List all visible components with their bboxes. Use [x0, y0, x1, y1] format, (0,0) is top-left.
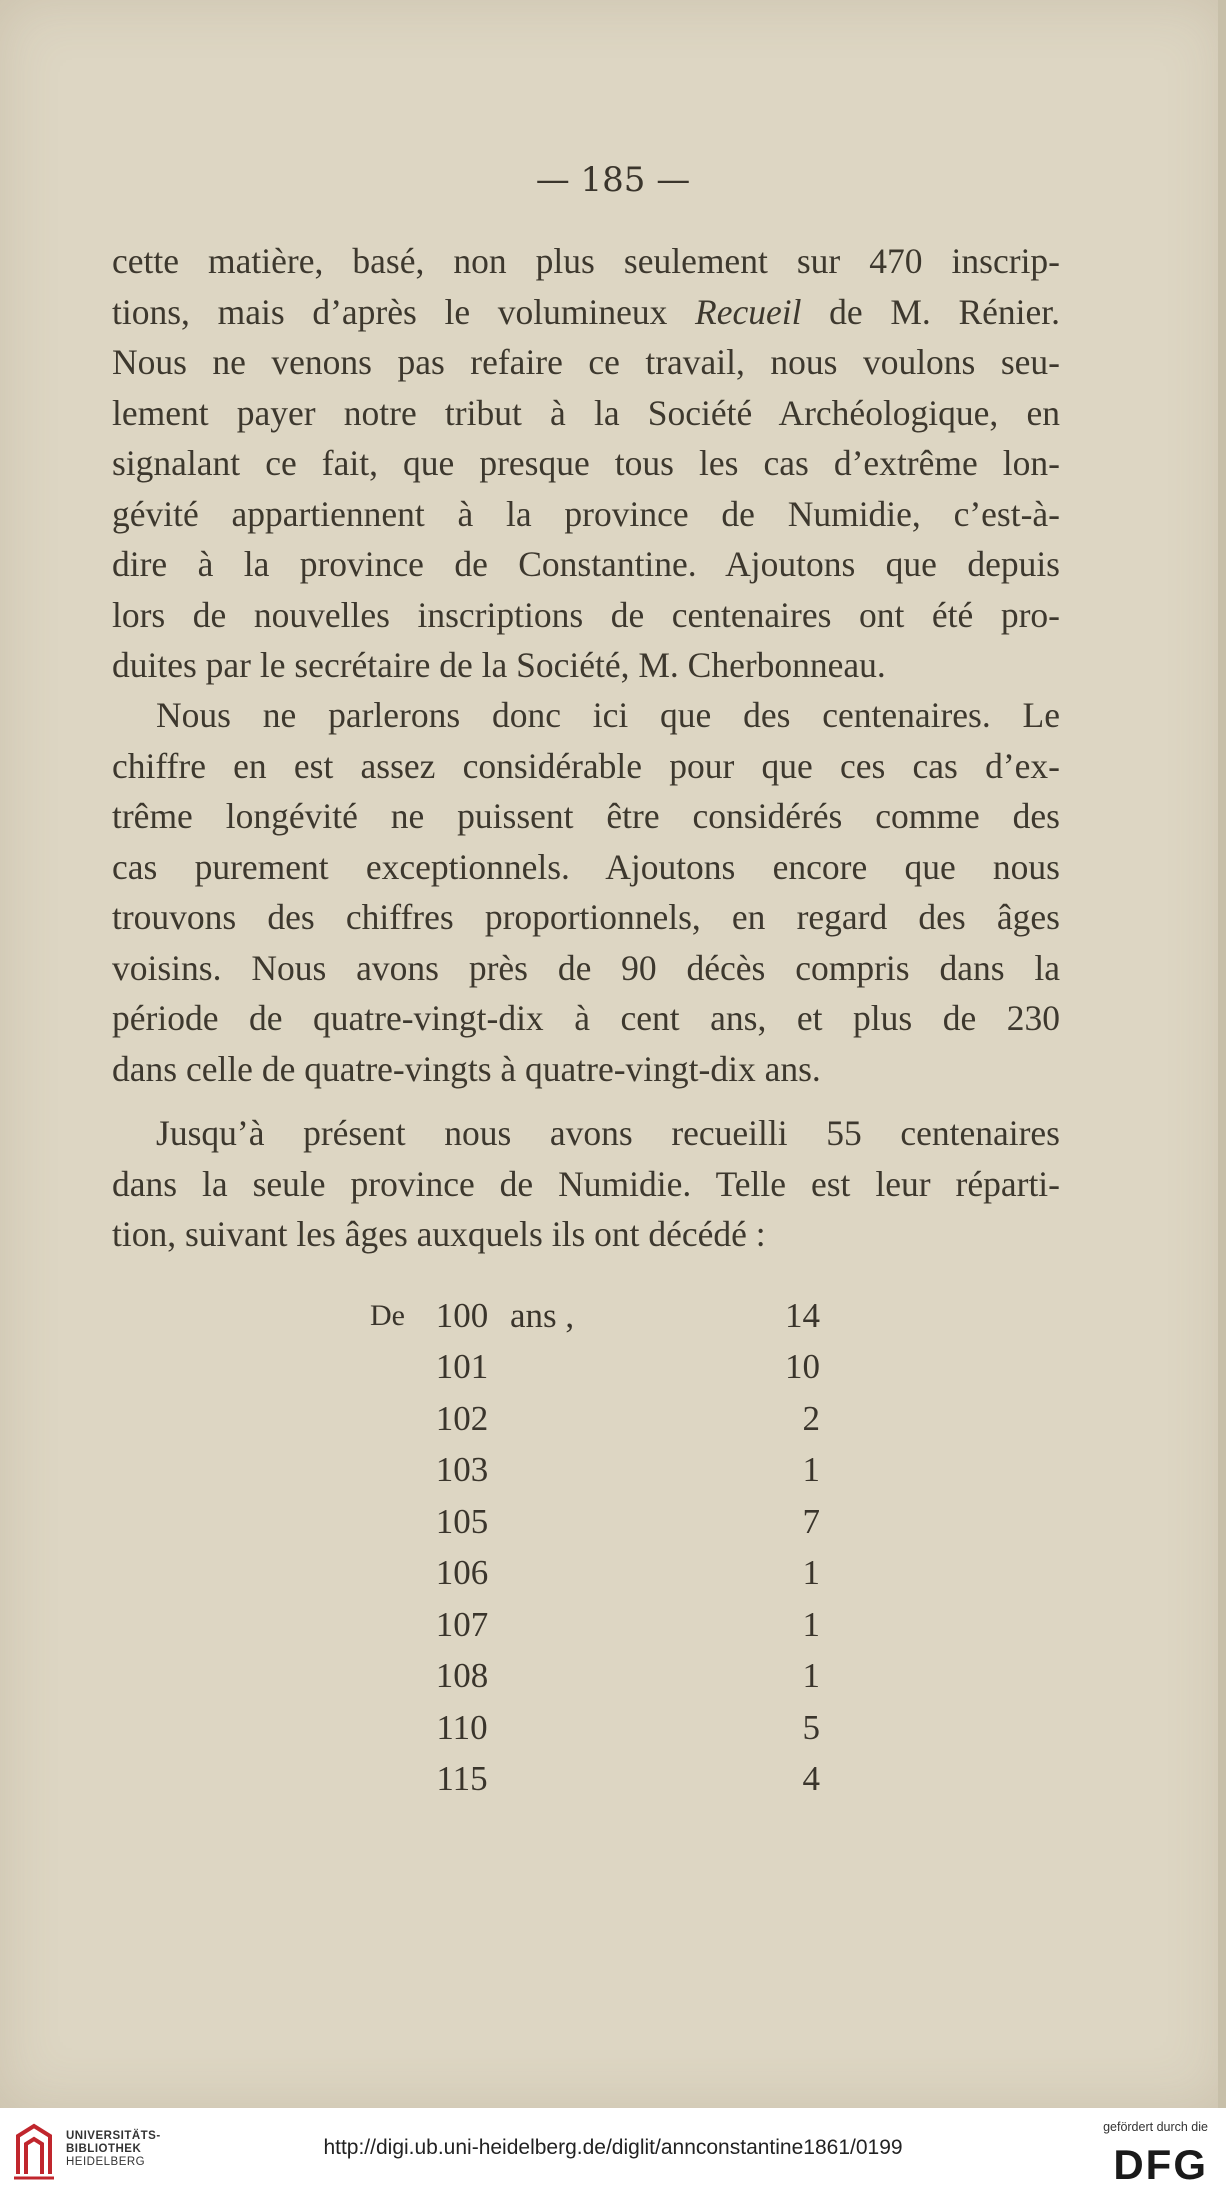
text-line: signalant ce fait, que presque tous les cas d’extrême lon- — [112, 443, 1060, 483]
age-count: 2 — [802, 1398, 820, 1438]
age-unit: ans , — [510, 1295, 575, 1335]
text-line: dans la seule province de Numidie. Telle est leur réparti- — [112, 1163, 1060, 1204]
table-row — [370, 1754, 820, 1806]
text-line: cas purement exceptionnels. Ajoutons encore que nous — [112, 846, 1060, 887]
paragraph-3 — [112, 1108, 1060, 1260]
text-line: voisins. Nous avons près de 90 décès compris dans la — [112, 947, 1060, 988]
age-value: 110 — [436, 1707, 488, 1747]
age-value: 105 — [435, 1501, 489, 1541]
age-count: 1 — [802, 1656, 820, 1696]
table-row — [370, 1599, 820, 1651]
age-value: 103 — [435, 1450, 489, 1490]
page-number: — 185 — — [535, 160, 691, 200]
age-value: 115 — [436, 1759, 488, 1799]
paragraph-1 — [112, 236, 1060, 691]
library-name-line-1: UNIVERSITÄTS- — [66, 2130, 161, 2142]
text-line: gévité appartiennent à la province de Numidie, c’est-à- — [112, 493, 1060, 534]
age-value: 107 — [435, 1604, 489, 1644]
table-row — [370, 1702, 820, 1754]
text-line: tions, mais d’après le volumineux Recueil de M. Rénier. — [112, 291, 1060, 332]
table-row — [370, 1445, 820, 1497]
text-line: dans celle de quatre-vingts à quatre-vingt-dix ans. — [112, 1048, 821, 1089]
library-name-line-2: BIBLIOTHEK — [66, 2143, 142, 2155]
text-line: chiffre en est assez considérable pour que ces cas d’ex- — [112, 745, 1060, 786]
age-count: 1 — [802, 1553, 820, 1593]
age-count: 5 — [802, 1707, 820, 1747]
text-line: Nous ne venons pas refaire ce travail, nous voulons seu- — [112, 342, 1060, 382]
text-line: Jusqu’à présent nous avons recueilli 55 centenaires — [156, 1113, 1060, 1153]
source-url-link[interactable]: http://digi.ub.uni-heidelberg.de/diglit/annconstantine1861/0199 — [323, 2136, 903, 2159]
age-value: 101 — [435, 1347, 489, 1387]
age-count: 1 — [802, 1604, 820, 1644]
age-count: 1 — [802, 1450, 820, 1490]
ages-table — [370, 1290, 820, 1805]
text-line: période de quatre-vingt-dix à cent ans, et plus de 230 — [112, 998, 1060, 1038]
text-line: lement payer notre tribut à la Société Archéologique, en — [112, 392, 1060, 433]
age-value: 100 — [435, 1295, 489, 1335]
text-line: trouvons des chiffres proportionnels, en regard des âges — [112, 897, 1060, 937]
text-line: lors de nouvelles inscriptions de centenaires ont été pro- — [112, 594, 1060, 635]
library-name-line-3: HEIDELBERG — [66, 2156, 146, 2168]
table-row — [370, 1651, 820, 1703]
text-line: dire à la province de Constantine. Ajoutons que depuis — [112, 544, 1060, 584]
text-line: Nous ne parlerons donc ici que des centenaires. Le — [156, 695, 1060, 735]
dfg-logo: DFG — [1113, 2141, 1208, 2188]
text-line: trême longévité ne puissent être considérés comme des — [112, 796, 1060, 836]
table-row — [370, 1548, 820, 1600]
page-edge — [1218, 0, 1226, 2108]
age-count: 7 — [802, 1501, 820, 1541]
text-line: duites par le secrétaire de la Société, M. Cherbonneau. — [112, 645, 886, 685]
age-value: 102 — [435, 1398, 489, 1438]
age-count: 4 — [802, 1759, 820, 1799]
table-row — [370, 1393, 820, 1445]
table-row — [370, 1342, 820, 1394]
text-line: tion, suivant les âges auxquels ils ont décédé : — [112, 1214, 766, 1254]
age-count: 14 — [785, 1295, 820, 1335]
text-line: cette matière, basé, non plus seulement sur 470 inscrip- — [112, 241, 1060, 281]
age-value: 106 — [435, 1553, 489, 1593]
table-row — [370, 1496, 820, 1548]
table-row — [370, 1290, 820, 1342]
paragraph-2 — [112, 690, 1060, 1094]
age-prefix: De — [370, 1298, 405, 1332]
sponsor-label: gefördert durch die — [1103, 2120, 1208, 2134]
age-value: 108 — [435, 1656, 489, 1696]
age-count: 10 — [785, 1347, 820, 1387]
footer-bar — [0, 2108, 1226, 2198]
